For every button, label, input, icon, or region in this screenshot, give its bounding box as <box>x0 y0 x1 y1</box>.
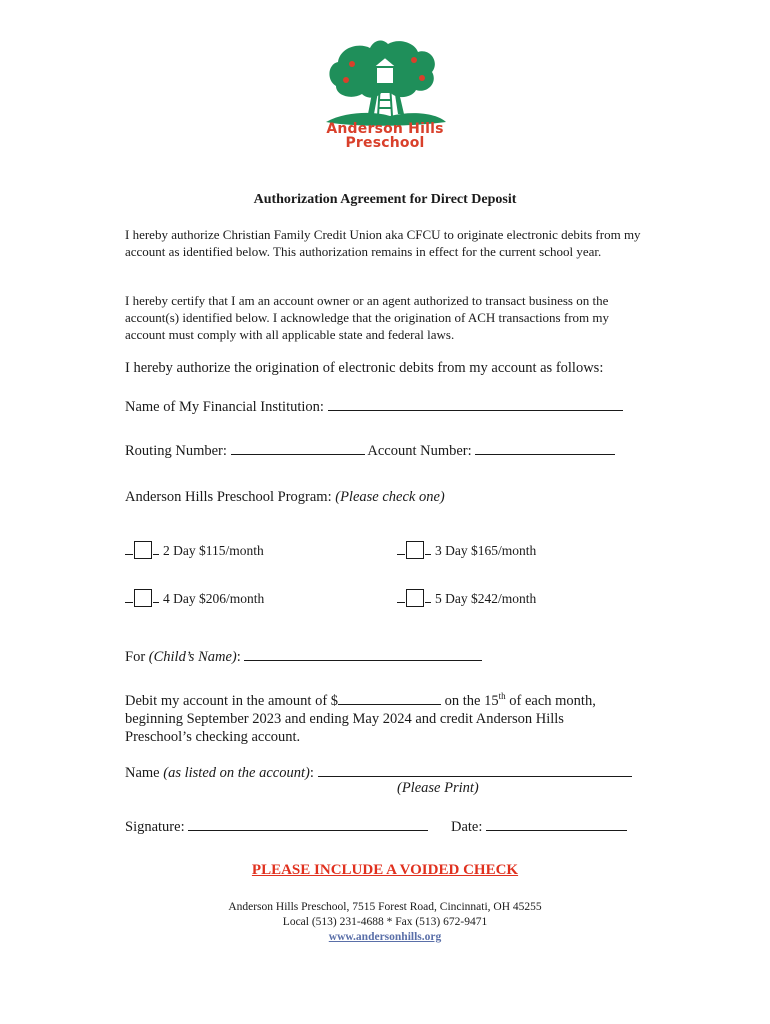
child-label: (Child’s Name) <box>148 649 237 665</box>
debit-line-2: beginning September 2023 and ending May 2024 and credit Anderson Hills <box>125 710 564 727</box>
website-link[interactable]: www.andersonhills.org <box>328 931 442 943</box>
routing-label: Routing Number: <box>125 443 227 459</box>
signature-label: Signature: <box>125 819 185 835</box>
footer-website-row <box>0 930 770 945</box>
debit-line-3: Preschool’s checking account. <box>125 728 301 745</box>
please-print-note <box>397 780 479 797</box>
checkbox-5-day[interactable] <box>406 589 424 607</box>
program-label: Anderson Hills Preschool Program: <box>125 489 332 505</box>
please-print-text: (Please Print) <box>397 780 479 796</box>
option-label: 3 Day $165/month <box>435 543 537 558</box>
option-label: 2 Day $115/month <box>163 543 264 558</box>
checkbox-3-day[interactable] <box>406 541 424 559</box>
option-2-day <box>125 541 264 559</box>
debit-text-3: of each month, <box>505 692 596 709</box>
debit-text-2: on the 15 <box>441 692 499 709</box>
institution-field[interactable] <box>328 396 623 411</box>
routing-account-row <box>125 440 615 460</box>
footer-phone: Local (513) 231-4688 * Fax (513) 672-9471 <box>282 916 488 928</box>
origination-statement: I hereby authorize the origination of electronic debits from my account as follows: <box>125 360 604 376</box>
debit-text-1: Debit my account in the amount of $ <box>125 692 339 709</box>
account-label: Account Number: <box>367 443 472 459</box>
option-5-day <box>397 589 536 607</box>
debit-statement <box>125 687 685 746</box>
footer-address: Anderson Hills Preschool, 7515 Forest Road, Cincinnati, OH 45255 <box>228 901 542 913</box>
name-colon: : <box>309 765 314 781</box>
debit-superscript: th <box>498 691 506 701</box>
signature-field[interactable] <box>188 816 428 831</box>
institution-label: Name of My Financial Institution: <box>125 399 324 415</box>
program-hint: (Please check one) <box>335 489 445 505</box>
preschool-logo <box>318 36 452 156</box>
name-prefix: Name <box>125 765 164 781</box>
child-name-row <box>125 646 482 666</box>
tree-logo-icon <box>318 36 452 128</box>
child-prefix: For <box>125 649 149 665</box>
debit-amount-field[interactable] <box>338 690 441 705</box>
logo-name-line2: Preschool <box>345 135 425 151</box>
voided-check-notice: PLEASE INCLUDE A VOIDED CHECK <box>251 862 519 878</box>
certification-paragraph: I hereby certify that I am an account owner or an agent authorized to transact business on the account(s) identified below. I acknowledge that the origination of ACH transactions from my account must comply with all applicable state and federal laws. <box>125 293 609 342</box>
date-field[interactable] <box>486 816 627 831</box>
date-row <box>451 816 627 836</box>
account-name-field[interactable] <box>318 762 632 777</box>
option-label: 4 Day $206/month <box>163 591 265 606</box>
name-hint: (as listed on the account) <box>163 765 310 781</box>
account-name-row <box>125 762 632 782</box>
account-number-field[interactable] <box>475 440 615 455</box>
checkbox-4-day[interactable] <box>134 589 152 607</box>
child-name-field[interactable] <box>244 646 482 661</box>
authorization-paragraph: I hereby authorize Christian Family Credit Union aka CFCU to originate electronic debits from my account as identified below. This authorization remains in effect for the current school year. <box>125 227 641 259</box>
date-label: Date: <box>451 819 483 835</box>
checkbox-2-day[interactable] <box>134 541 152 559</box>
program-row <box>125 489 445 506</box>
option-label: 5 Day $242/month <box>435 591 537 606</box>
document-title: Authorization Agreement for Direct Deposit <box>253 192 517 207</box>
option-4-day <box>125 589 264 607</box>
institution-row <box>125 396 623 416</box>
routing-number-field[interactable] <box>231 440 365 455</box>
logo-name-line1: Anderson Hills <box>326 121 444 137</box>
option-3-day <box>397 541 536 559</box>
signature-row <box>125 816 428 836</box>
child-colon: : <box>236 649 241 665</box>
